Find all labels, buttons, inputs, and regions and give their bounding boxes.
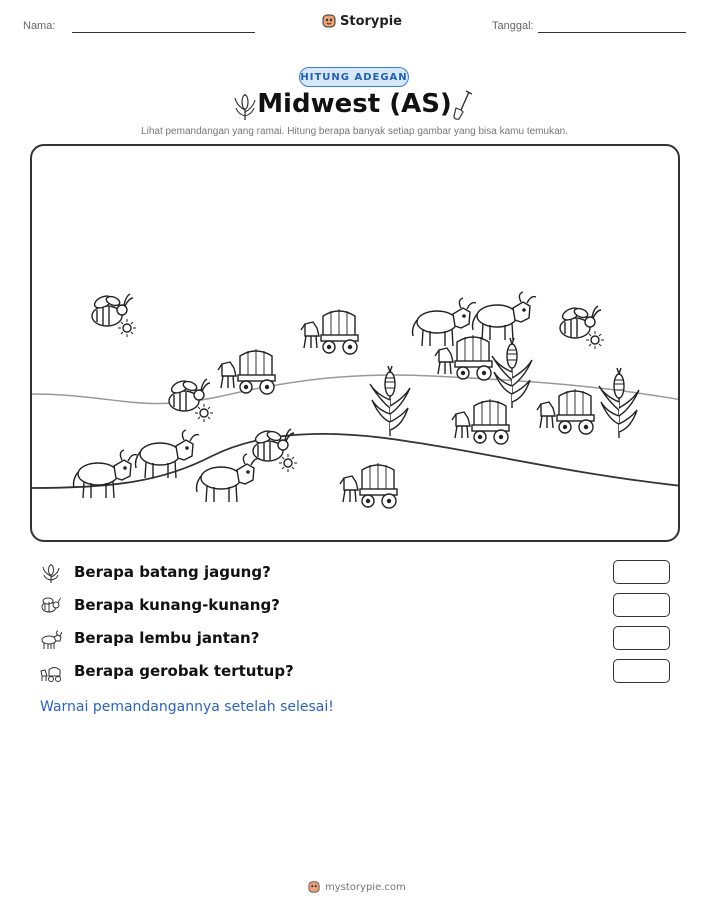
coloring-note: Warnai pemandangannya setelah selesai! <box>40 699 334 715</box>
wagon-icon <box>40 661 62 683</box>
covered-wagon <box>435 335 492 380</box>
instructions: Lihat pemandangan yang ramai. Hitung berapa banyak setiap gambar yang bisa kamu temukan. <box>141 126 568 137</box>
question-text: Berapa lembu jantan? <box>74 629 260 647</box>
site-footer <box>308 880 406 894</box>
brand-name: Storypie <box>340 13 402 29</box>
question-row <box>40 659 670 685</box>
question-text: Berapa batang jagung? <box>74 563 271 581</box>
ox <box>473 292 537 340</box>
firefly-icon <box>40 595 62 617</box>
firefly <box>560 306 604 349</box>
question-row <box>40 560 670 586</box>
ox <box>197 454 261 502</box>
storypie-mascot-icon <box>308 880 320 894</box>
firefly <box>253 429 297 472</box>
firefly <box>169 379 213 422</box>
ox-icon <box>40 628 62 650</box>
category-badge: HITUNG ADEGAN <box>299 67 409 87</box>
name-line[interactable] <box>72 32 255 33</box>
covered-wagon <box>452 399 509 444</box>
storypie-mascot-icon <box>322 13 336 29</box>
covered-wagon <box>340 463 397 508</box>
covered-wagon <box>537 389 594 434</box>
ox <box>136 430 200 478</box>
shovel-icon <box>451 90 477 122</box>
page-title: Midwest (AS) <box>257 89 452 119</box>
scene-illustration <box>32 146 680 542</box>
brand-logo <box>322 13 402 29</box>
corn-stalk <box>370 366 410 436</box>
scene-panel <box>30 144 680 542</box>
site-url: mystorypie.com <box>325 881 406 893</box>
answer-box[interactable] <box>613 626 670 650</box>
question-text: Berapa kunang-kunang? <box>74 596 280 614</box>
covered-wagon <box>218 349 275 394</box>
question-row <box>40 593 670 619</box>
ox <box>74 450 138 498</box>
answer-box[interactable] <box>613 593 670 617</box>
answer-box[interactable] <box>613 560 670 584</box>
question-text: Berapa gerobak tertutup? <box>74 662 294 680</box>
corn-stalk <box>492 338 532 408</box>
name-label: Nama: <box>23 20 56 32</box>
firefly <box>92 294 136 337</box>
answer-box[interactable] <box>613 659 670 683</box>
covered-wagon <box>301 309 358 354</box>
corn-stalk <box>599 368 639 438</box>
corn-icon <box>40 562 62 584</box>
question-row <box>40 626 670 652</box>
date-label: Tanggal: <box>492 20 534 32</box>
date-line[interactable] <box>538 32 686 33</box>
